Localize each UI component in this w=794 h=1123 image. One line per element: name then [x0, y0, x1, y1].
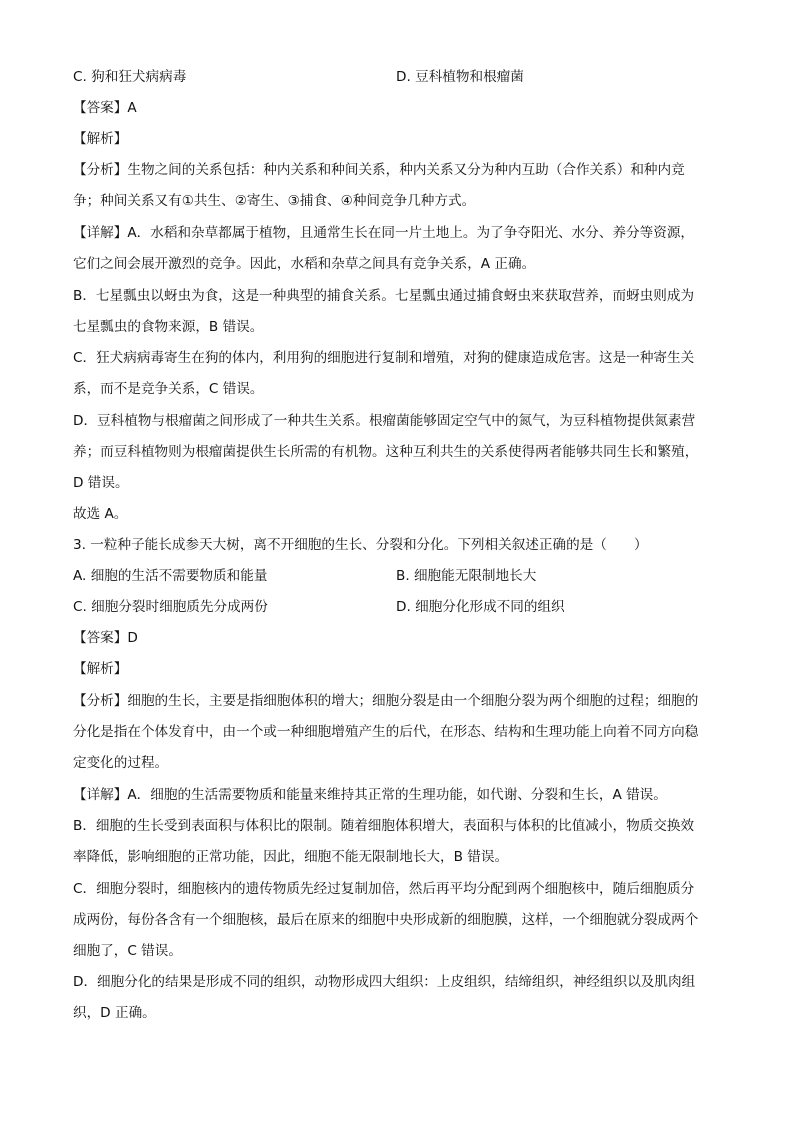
q3-option-b: B. 细胞能无限制地长大	[396, 568, 537, 584]
q3-fenxi-line-3: 定变化的过程。	[73, 755, 169, 771]
q3-answer-value: D	[127, 630, 138, 646]
prev-detail-d1: D．豆科植物与根瘤菌之间形成了一种共生关系。根瘤菌能够固定空气中的氮气，为豆科植物提供氮素营	[73, 413, 696, 429]
prev-detail-c2: 系，而不是竞争关系，C 错误。	[73, 381, 264, 397]
answer-label: 【答案】	[73, 100, 128, 116]
prev-detail-d2: 养；而豆科植物则为根瘤菌提供生长所需的有机物。这种互利共生的关系使得两者能够共同生长和繁殖，	[73, 444, 699, 460]
prev-option-c: C. 狗和狂犬病病毒	[73, 69, 187, 85]
detail-label: 【详解】	[73, 225, 128, 241]
prev-detail-d3: D 错误。	[73, 475, 129, 491]
prev-detail-c1: C．狂犬病病毒寄生在狗的体内，利用狗的细胞进行复制和增殖，对狗的健康造成危害。这是一种寄生关	[73, 350, 695, 366]
q3-detail-b1: B．细胞的生长受到表面积与体积比的限制。随着细胞体积增大，表面积与体积的比值减小，物质交换效	[73, 818, 695, 834]
q3-fenxi-text-1: 细胞的生长，主要是指细胞体积的增大；细胞分裂是由一个细胞分裂为两个细胞的过程；细胞的	[127, 693, 699, 709]
q3-options-row-cd	[73, 597, 723, 617]
q3-detail-d2: 织，D 正确。	[73, 1005, 156, 1021]
q3-fenxi-line-1	[73, 691, 698, 711]
q3-detail-c1: C．细胞分裂时，细胞核内的遗传物质先经过复制加倍，然后再平均分配到两个细胞核中，随后细胞质分	[73, 881, 695, 897]
q3-fenxi-line-2: 分化是指在个体发育中，由一个或一种细胞增殖产生的后代，在形态、结构和生理功能上向着不同方向稳	[73, 724, 699, 740]
prev-fenxi-line-2: 争；种间关系又有①共生、②寄生、③捕食、④种间竞争几种方式。	[73, 193, 476, 209]
q3-option-c: C. 细胞分裂时细胞质先分成两份	[73, 599, 268, 615]
prev-analysis-heading: 【解析】	[73, 131, 128, 147]
prev-detail-a1: A．水稻和杂草都属于植物，且通常生长在同一片土地上。为了争夺阳光、水分、养分等资源，	[127, 225, 695, 241]
prev-fenxi-text-1: 生物之间的关系包括：种内关系和种间关系，种内关系又分为种内互助（合作关系）和种内竞	[127, 162, 685, 178]
prev-detail-line-a1	[73, 223, 694, 243]
prev-fenxi-line-1	[73, 160, 685, 180]
prev-conclusion: 故选 A。	[73, 506, 128, 522]
prev-options-row-cd	[73, 67, 723, 87]
q3-detail-a1: A．细胞的生活需要物质和能量来维持其正常的生理功能，如代谢、分裂和生长，A 错误。	[127, 787, 667, 803]
question-3-stem: 3. 一粒种子能长成参天大树，离不开细胞的生长、分裂和分化。下列相关叙述正确的是（ ）	[73, 537, 648, 553]
q3-detail-line-a1	[73, 785, 667, 805]
q3-analysis-heading: 【解析】	[73, 661, 128, 677]
detail-label: 【详解】	[73, 787, 128, 803]
q3-options-row-ab	[73, 566, 723, 586]
prev-detail-b2: 七星瓢虫的食物来源，B 错误。	[73, 319, 264, 335]
q3-detail-b2: 率降低，影响细胞的正常功能，因此，细胞不能无限制地长大，B 错误。	[73, 849, 509, 865]
q3-option-a: A. 细胞的生活不需要物质和能量	[73, 568, 268, 584]
prev-detail-a2: 它们之间会展开激烈的竞争。因此，水稻和杂草之间具有竞争关系，A 正确。	[73, 256, 536, 272]
q3-option-d: D. 细胞分化形成不同的组织	[396, 599, 565, 615]
prev-detail-b1: B．七星瓢虫以蚜虫为食，这是一种典型的捕食关系。七星瓢虫通过捕食蚜虫来获取营养，而蚜虫则成为	[73, 288, 695, 304]
prev-answer-line	[73, 98, 137, 118]
answer-label: 【答案】	[73, 630, 128, 646]
prev-option-d: D. 豆科植物和根瘤菌	[396, 69, 524, 85]
q3-answer-line	[73, 628, 138, 648]
fenxi-label: 【分析】	[73, 693, 128, 709]
q3-detail-d1: D．细胞分化的结果是形成不同的组织，动物形成四大组织：上皮组织，结缔组织，神经组织以及肌肉组	[73, 974, 696, 990]
q3-detail-c2: 成两份，每份各含有一个细胞核，最后在原来的细胞中央形成新的细胞膜，这样，一个细胞就分裂成两个	[73, 912, 699, 928]
prev-answer-value: A	[127, 100, 137, 116]
q3-detail-c3: 细胞了，C 错误。	[73, 943, 182, 959]
fenxi-label: 【分析】	[73, 162, 128, 178]
